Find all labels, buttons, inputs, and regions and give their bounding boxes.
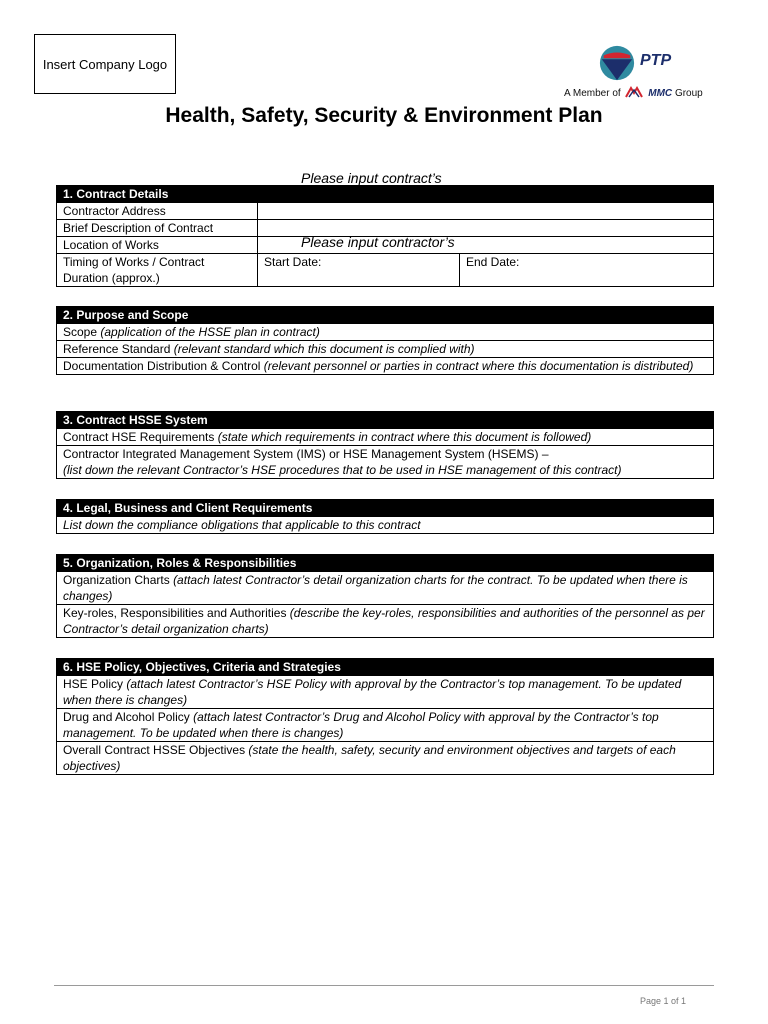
logo-placeholder-text: Insert Company Logo: [42, 56, 168, 72]
group-suffix: Group: [674, 88, 703, 99]
row-hint: (relevant personnel or parties in contract where this documentation is distributed): [263, 359, 694, 373]
timing-label-line1: Timing of Works / Contract: [63, 255, 205, 269]
row-hint: (state which requirements in contract where this document is followed): [217, 430, 592, 444]
section-hsse-system: [56, 411, 714, 479]
company-logo-placeholder: [34, 34, 176, 94]
footer-divider: [54, 985, 714, 986]
table-row[interactable]: [57, 571, 713, 604]
row-label: HSE Policy: [63, 677, 124, 691]
member-prefix: A Member of: [564, 88, 621, 99]
section-legal: [56, 499, 714, 534]
table-row[interactable]: [57, 357, 713, 374]
table-row[interactable]: [57, 323, 713, 340]
row-hint: (state the health, safety, security and environment objectives and targets of each objectives): [63, 743, 676, 773]
document-title: Health, Safety, Security & Environment Plan: [165, 104, 603, 127]
section-heading: 6. HSE Policy, Objectives, Criteria and Strategies: [57, 659, 713, 675]
timing-label: [57, 254, 258, 286]
location-label: Location of Works: [57, 237, 258, 253]
table-row[interactable]: [57, 445, 713, 478]
section-heading: 5. Organization, Roles & Responsibilities: [57, 555, 713, 571]
table-row[interactable]: [57, 604, 713, 637]
row-label: Scope: [63, 325, 98, 339]
table-row[interactable]: [57, 675, 713, 708]
row-label: Overall Contract HSSE Objectives: [63, 743, 246, 757]
section-organization: [56, 554, 714, 638]
brief-description-label: Brief Description of Contract: [57, 220, 258, 236]
page-number: Page 1 of 1: [640, 996, 687, 1006]
row-label: Contract HSE Requirements: [63, 430, 215, 444]
mmc-group-icon: [625, 86, 643, 98]
ptp-brand-logo: [562, 42, 722, 100]
row-label: Contractor Integrated Management System (IMS) or HSE Management System (HSEMS) –: [63, 447, 549, 461]
contract-overlay-text: Please input contract’s: [301, 170, 442, 186]
section-purpose-scope: [56, 306, 714, 375]
row-hint: List down the compliance obligations that applicable to this contract: [63, 518, 421, 532]
contractor-overlay-text: Please input contractor’s: [301, 234, 455, 250]
section-heading: 3. Contract HSSE System: [57, 412, 713, 428]
row-hint: (list down the relevant Contractor’s HSE procedures that to be used in HSE management of this contract): [63, 463, 622, 477]
section-heading: 4. Legal, Business and Client Requirements: [57, 500, 713, 516]
contractor-address-label: Contractor Address: [57, 203, 258, 219]
group-name: MMC: [648, 88, 673, 99]
row-hint: (relevant standard which this document is complied with): [173, 342, 475, 356]
row-hint: (attach latest Contractor’s Drug and Alcohol Policy with approval by the Contractor’s top management. To be updated when there is changes): [63, 710, 659, 740]
table-row: [57, 202, 713, 219]
contractor-address-field[interactable]: [258, 203, 713, 219]
table-row: [57, 253, 713, 286]
row-hint: (application of the HSSE plan in contract): [100, 325, 320, 339]
brand-name: PTP: [640, 52, 672, 69]
table-row[interactable]: [57, 708, 713, 741]
end-date-label: End Date:: [466, 255, 520, 269]
table-row[interactable]: [57, 428, 713, 445]
end-date-field[interactable]: [460, 254, 713, 286]
row-label: Reference Standard: [63, 342, 171, 356]
row-hint: (attach latest Contractor’s detail organization charts for the contract. To be updated when there is changes): [63, 573, 688, 603]
section-heading: 2. Purpose and Scope: [57, 307, 713, 323]
ptp-logo-icon: [598, 44, 636, 82]
section-policy: [56, 658, 714, 775]
row-label: Drug and Alcohol Policy: [63, 710, 190, 724]
start-date-field[interactable]: [258, 254, 460, 286]
row-label: Organization Charts: [63, 573, 170, 587]
group-membership-line: [564, 86, 703, 99]
row-label: Documentation Distribution & Control: [63, 359, 261, 373]
row-hint: (attach latest Contractor’s HSE Policy with approval by the Contractor’s top management. To be updated when there is changes): [63, 677, 682, 707]
table-row[interactable]: [57, 516, 713, 533]
table-row[interactable]: [57, 340, 713, 357]
section-heading: 1. Contract Details: [57, 186, 713, 202]
timing-label-line2: Duration (approx.): [63, 271, 160, 285]
table-row[interactable]: [57, 741, 713, 774]
start-date-label: Start Date:: [264, 255, 322, 269]
row-hint: (describe the key-roles, responsibilities and authorities of the personnel as per Contractor’s detail organization charts): [63, 606, 705, 636]
row-label: Key-roles, Responsibilities and Authorities: [63, 606, 287, 620]
